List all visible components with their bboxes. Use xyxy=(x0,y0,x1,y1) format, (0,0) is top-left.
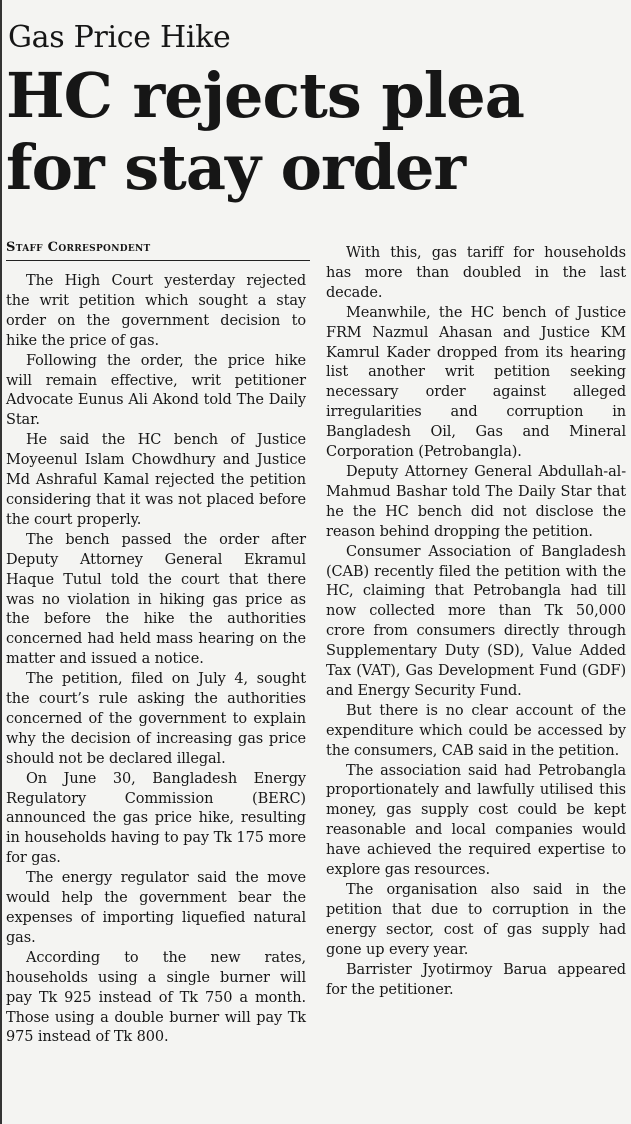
paragraph: He said the HC bench of Justice Moyeenul Islam Chowdhury and Justice Md Ashraful Kamal rejected the petition considering that it was not placed before the court properly. xyxy=(6,432,306,528)
paragraph: The organisation also said in the petition that due to corruption in the energy sector, cost of gas supply had gone up every year. xyxy=(326,882,626,958)
paragraph: The energy regulator said the move would help the government bear the expenses of importing liquefied natural gas. xyxy=(6,870,306,946)
paragraph: Meanwhile, the HC bench of Justice FRM Nazmul Ahasan and Justice KM Kamrul Kader dropped from its hearing list another writ petition seeking necessary order against alleged irregularities and corruption in Bangladesh Oil, Gas and Mineral Corporation (Petrobangla). xyxy=(326,304,626,461)
byline: Staff Correspondent xyxy=(6,240,151,255)
paragraph: On June 30, Bangladesh Energy Regulatory Commission (BERC) announced the gas price hike, resulting in households having to pay Tk 175 more for gas. xyxy=(6,770,306,867)
paragraph: But there is no clear account of the expenditure which could be accessed by the consumers, CAB said in the petition. xyxy=(326,702,626,759)
paragraph: Consumer Association of Bangladesh (CAB) recently filed the petition with the HC, claiming that Petrobangla had till now collected more than Tk 50,000 crore from consumers directly through Supplementary Duty (SD), Value Added Tax (VAT), Gas Development Fund (GDF) and Energy Security Fund. xyxy=(326,543,626,699)
paragraph: With this, gas tariff for households has more than doubled in the last decade. xyxy=(326,245,626,301)
paragraph: Barrister Jyotirmoy Barua appeared for the petitioner. xyxy=(326,961,626,998)
paragraph: Deputy Attorney General Abdullah-al-Mahmud Bashar told The Daily Star that he the HC bench did not disclose the reason behind dropping the petition. xyxy=(326,463,626,540)
paragraph: The petition, filed on July 4, sought the court’s rule asking the authorities concerned of the government to explain why the decision of increasing gas price should not be declared illegal. xyxy=(6,671,306,767)
paragraph: The bench passed the order after Deputy Attorney General Ekramul Haque Tutul told the court that there was no violation in hiking gas price as the before the hike the authorities concerned had held mass hearing on the matter and issued a notice. xyxy=(6,531,306,668)
paragraph: According to the new rates, households using a single burner will pay Tk 925 instead of Tk 750 a month. Those using a double burner will pay Tk 975 instead of Tk 800. xyxy=(6,949,306,1046)
paragraph: Following the order, the price hike will remain effective, writ petitioner Advocate Eunus Ali Akond told The Daily Star. xyxy=(6,352,306,429)
kicker: Gas Price Hike xyxy=(8,20,231,55)
headline: HC rejects plea for stay order xyxy=(6,59,524,204)
byline-divider xyxy=(6,260,310,261)
article-column-1 xyxy=(6,272,306,1048)
article-column-2 xyxy=(326,244,626,1000)
paragraph: The High Court yesterday rejected the writ petition which sought a stay order on the government decision to hike the price of gas. xyxy=(6,273,306,349)
paragraph: The association said had Petrobangla proportionately and lawfully utilised this money, gas supply cost could be kept reasonable and local companies would have achieved the required expertise to explore gas resources. xyxy=(326,762,626,879)
page-left-border xyxy=(0,0,2,1124)
